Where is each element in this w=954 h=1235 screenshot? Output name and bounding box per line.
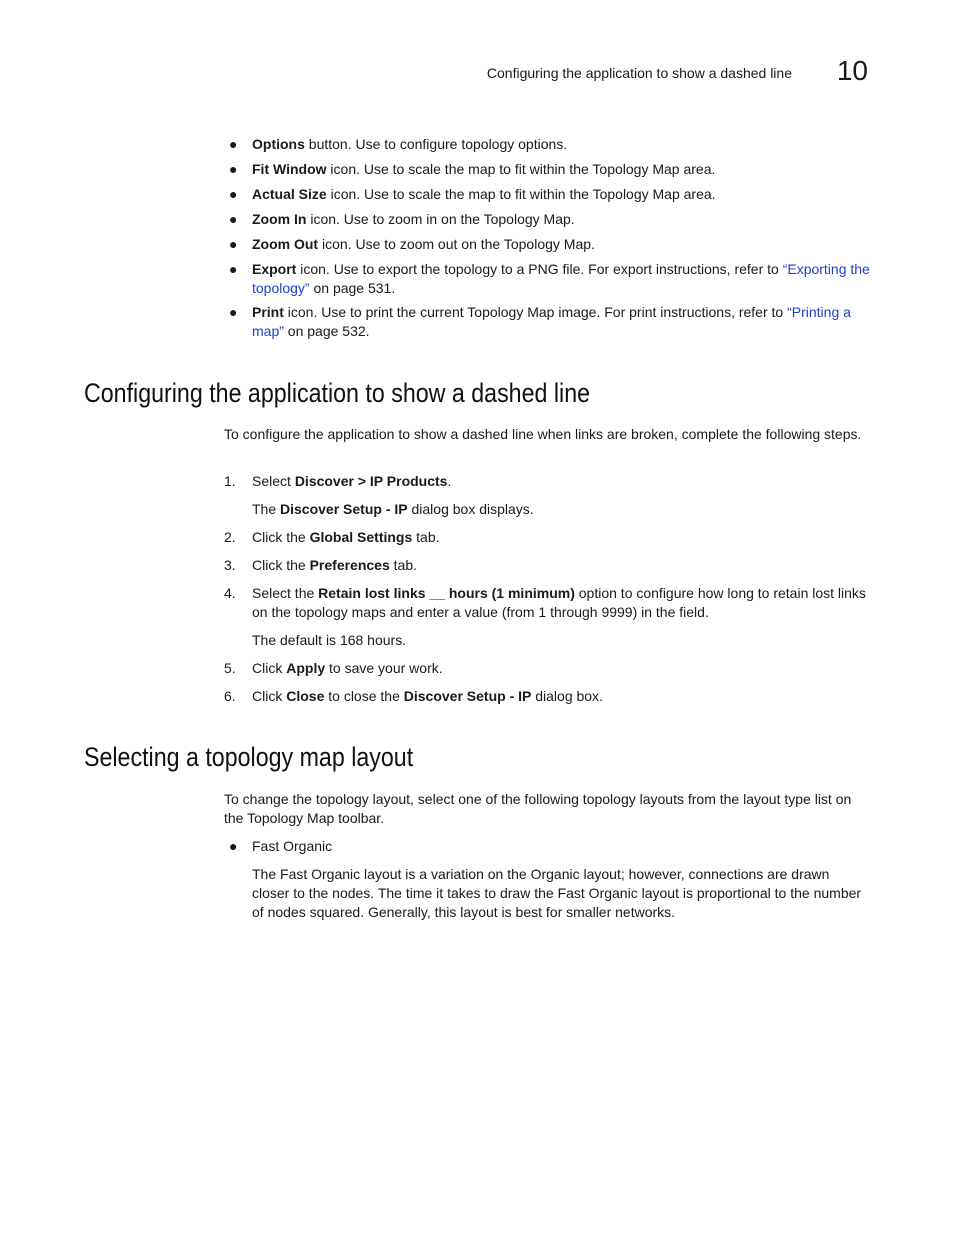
bullet-icon: ●: [229, 236, 238, 252]
list-item: Export icon. Use to export the topology to a PNG file. For export instructions, refer to “Exporting the topology” on page 531.: [252, 261, 870, 296]
bullet-icon: ●: [229, 161, 238, 177]
section-intro: To configure the application to show a dashed line when links are broken, complete the following steps.: [224, 426, 862, 442]
running-header-title: Configuring the application to show a dashed line: [486, 65, 792, 81]
step-number: 3.: [224, 557, 236, 573]
step-number: 1.: [224, 473, 236, 489]
step-number: 2.: [224, 529, 236, 545]
list-item: Options button. Use to configure topology options.: [252, 136, 568, 152]
step-item: Select Discover > IP Products.: [252, 473, 452, 489]
step-number: 5.: [224, 660, 236, 676]
bullet-icon: ●: [229, 261, 238, 277]
layout-description: The Fast Organic layout is a variation on the Organic layout; however, connections are drawn closer to the nodes. The time it takes to draw the Fast Organic layout is proportional to the number of nodes squared. Generally, this layout is best for smaller networks.: [252, 866, 862, 920]
bullet-icon: ●: [229, 211, 238, 227]
chapter-number: 10: [836, 55, 868, 86]
step-item: Click Close to close the Discover Setup - IP dialog box.: [252, 688, 603, 704]
step-item: Select the Retain lost links __ hours (1 minimum) option to configure how long to retain lost links on the topology maps and enter a value (from 1 through 9999) in the field.: [252, 585, 866, 620]
step-item: Click Apply to save your work.: [252, 660, 443, 676]
section-heading-dashed-line: Configuring the application to show a dashed line: [84, 378, 591, 408]
list-item: Zoom Out icon. Use to zoom out on the Topology Map.: [252, 236, 595, 252]
section-intro: To change the topology layout, select one of the following topology layouts from the layout type list on the Topology Map toolbar.: [224, 791, 852, 826]
bullet-icon: ●: [229, 304, 238, 320]
section-heading-topology-layout: Selecting a topology map layout: [84, 742, 414, 772]
step-number: 4.: [224, 585, 236, 601]
link-printing-a-map[interactable]: “Printing a map”: [252, 304, 851, 339]
step-number: 6.: [224, 688, 236, 704]
bullet-icon: ●: [229, 186, 238, 202]
list-item: Fit Window icon. Use to scale the map to fit within the Topology Map area.: [252, 161, 716, 177]
list-item: Actual Size icon. Use to scale the map to fit within the Topology Map area.: [252, 186, 716, 202]
step-item: Click the Preferences tab.: [252, 557, 417, 573]
step-item: Click the Global Settings tab.: [252, 529, 440, 545]
bullet-icon: ●: [229, 838, 238, 854]
list-item: Fast Organic: [252, 838, 333, 854]
link-exporting-the-topology[interactable]: “Exporting the topology”: [252, 261, 870, 296]
list-item: Zoom In icon. Use to zoom in on the Topology Map.: [252, 211, 575, 227]
step-note: The default is 168 hours.: [252, 632, 407, 648]
bullet-icon: ●: [229, 136, 238, 152]
list-item: Print icon. Use to print the current Topology Map image. For print instructions, refer to “Printing a map” on page 532.: [252, 304, 851, 339]
step-note: The Discover Setup - IP dialog box displays.: [252, 501, 534, 517]
